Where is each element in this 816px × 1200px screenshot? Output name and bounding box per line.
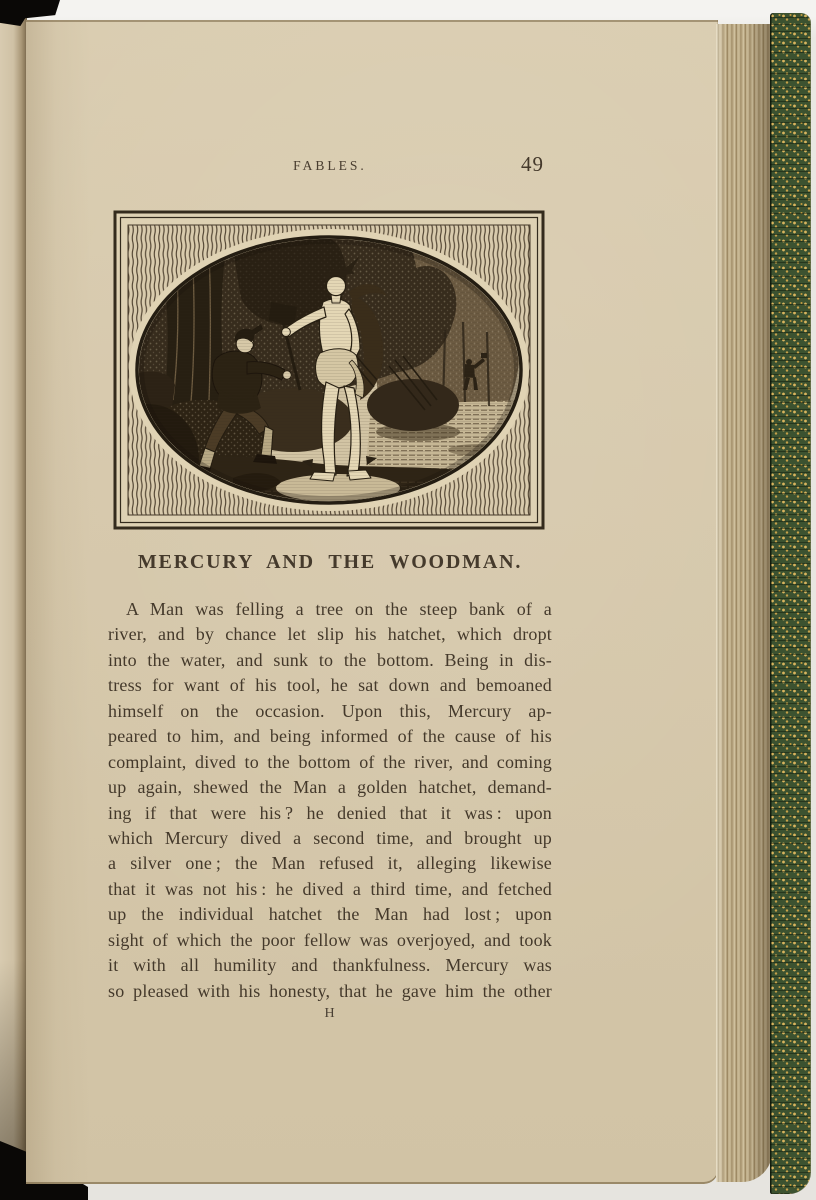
paragraph-line: which Mercury dived a second time, and brought up <box>108 827 552 848</box>
paragraph-line: so pleased with his honesty, that he gave him the other <box>108 980 552 1001</box>
paragraph-line: that it was not his : he dived a third time, and fetched <box>108 878 552 899</box>
page-edges-fore-edge <box>716 24 772 1182</box>
paragraph-line: peared to him, and being informed of the cause of his <box>108 726 552 747</box>
page-number: 49 <box>521 152 544 176</box>
woodcut-illustration <box>113 210 545 530</box>
paragraph-line: himself on the occasion. Upon this, Mercury ap- <box>108 700 552 721</box>
facing-page-edge <box>0 0 27 1200</box>
paragraph-line: up again, shewed the Man a golden hatchet, demand- <box>108 777 552 798</box>
running-head <box>108 152 552 178</box>
running-title: FABLES. <box>293 158 367 173</box>
story-paragraph <box>108 597 552 1004</box>
gilt-cover-edge <box>770 13 811 1194</box>
paragraph-line: tress for want of his tool, he sat down and bemoaned <box>108 675 552 696</box>
book-page <box>26 20 718 1184</box>
story-title: MERCURY AND THE WOODMAN. <box>137 551 523 573</box>
paragraph-line: sight of which the poor fellow was overjoyed, and took <box>108 929 552 950</box>
paragraph-line: into the water, and sunk to the bottom. Being in dis- <box>108 649 552 670</box>
paragraph-line: ing if that were his ? he denied that it was : upon <box>108 802 552 823</box>
paragraph-line: complaint, dived to the bottom of the river, and coming <box>108 751 552 772</box>
paragraph-line: up the individual hatchet the Man had lost ; upon <box>108 904 552 925</box>
paragraph-line: river, and by chance let slip his hatchet, which dropt <box>108 624 552 645</box>
paragraph-line: A Man was felling a tree on the steep bank of a <box>126 599 552 619</box>
woodcut-svg <box>113 210 545 530</box>
paragraph-line: a silver one ; the Man refused it, alleging likewise <box>108 853 552 874</box>
signature-mark: H <box>324 1006 336 1021</box>
paragraph-line: it with all humility and thankfulness. Mercury was <box>108 955 552 976</box>
